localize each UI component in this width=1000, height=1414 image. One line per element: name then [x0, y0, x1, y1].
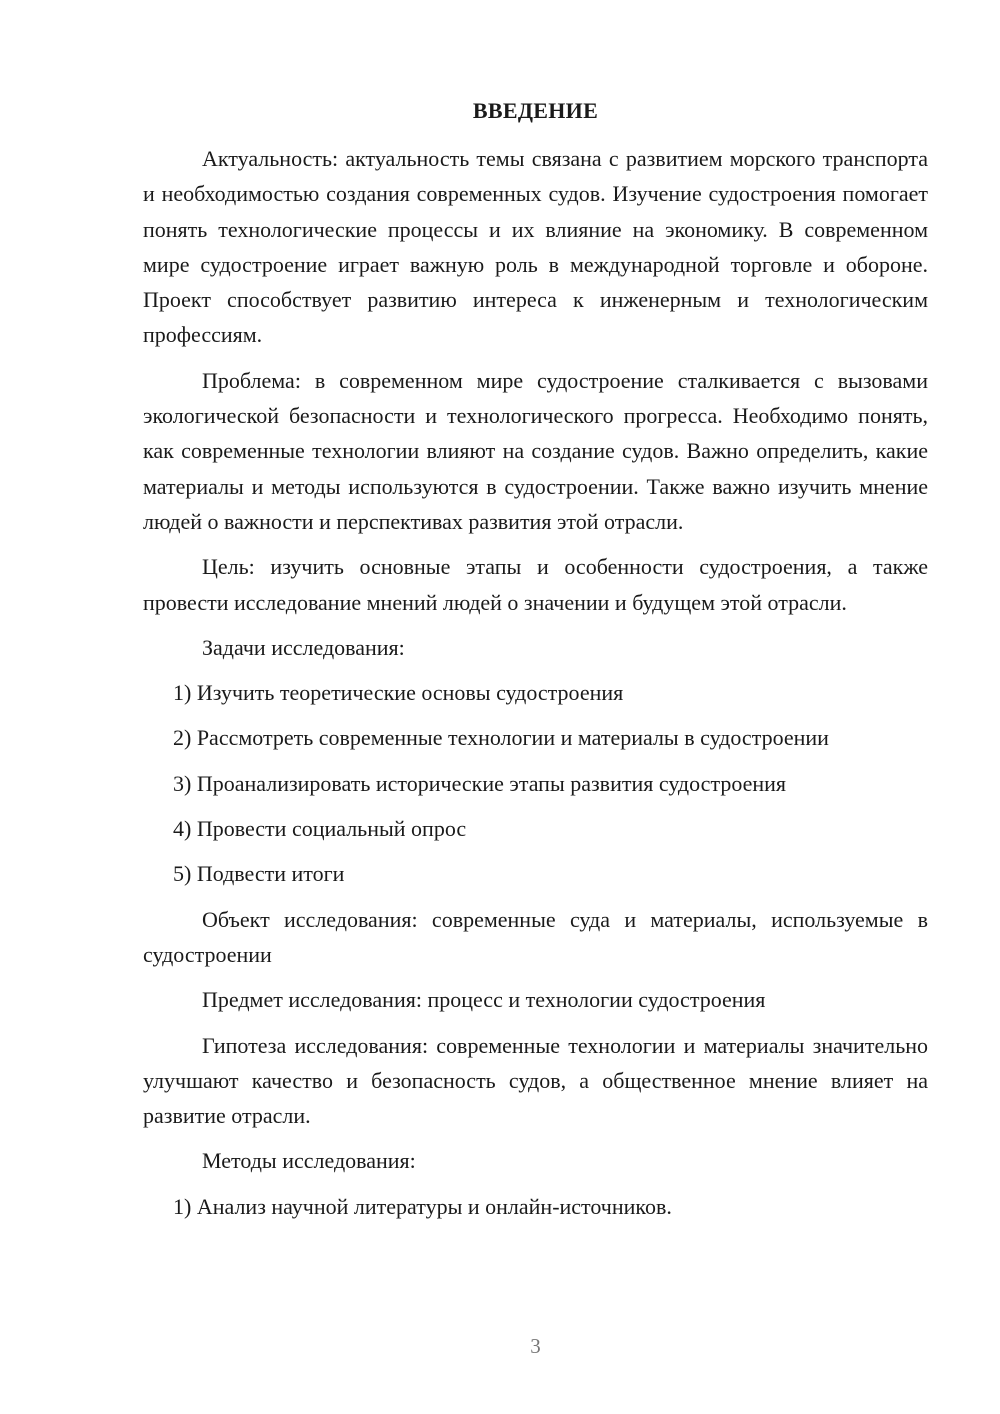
task-item: 5) Подвести итоги: [173, 861, 345, 887]
tasks-list: [143, 675, 928, 891]
methods-list: [143, 1189, 928, 1224]
page-title: ВВЕДЕНИЕ: [472, 98, 599, 123]
object-paragraph: Объект исследования: современные суда и материалы, используемые в судостроении: [143, 906, 928, 967]
methods-heading: Методы исследования:: [202, 1148, 416, 1174]
subject-paragraph: Предмет исследования: процесс и технологии судостроения: [202, 987, 766, 1013]
document-body: [143, 141, 928, 1234]
hypothesis-paragraph: Гипотеза исследования: современные технологии и материалы значительно улучшают качество и безопасность судов, а общественное мнение влияет на развитие отрасли.: [143, 1032, 928, 1129]
task-item: 1) Изучить теоретические основы судостроения: [173, 680, 624, 706]
tasks-heading: Задачи исследования:: [202, 634, 405, 660]
goal-paragraph: Цель: изучить основные этапы и особенности судостроения, а также провести исследование мнений людей о значении и будущем этой отрасли.: [143, 554, 928, 615]
task-item: 2) Рассмотреть современные технологии и материалы в судостроении: [173, 725, 829, 751]
problem-paragraph: Проблема: в современном мире судостроение сталкивается с вызовами экологической безопасности и технологического прогресса. Необходимо понять, как современные технологии влияют на создание судов. Важно определить, какие материалы и методы используются в судостроении. Также важно изучить мнение людей о важности и перспективах развития этой отрасли.: [143, 367, 928, 534]
task-item: 4) Провести социальный опрос: [173, 816, 467, 842]
task-item: 3) Проанализировать исторические этапы развития судостроения: [173, 770, 787, 796]
relevance-paragraph: Актуальность: актуальность темы связана с развитием морского транспорта и необходимостью создания современных судов. Изучение судостроения помогает понять технологические процессы и их влияние на экономику. В современном мире судостроение играет важную роль в международной торговле и обороне. Проект способствует развитию интереса к инженерным и технологическим профессиям.: [143, 146, 928, 348]
page-number: 3: [530, 1334, 541, 1358]
method-item: 1) Анализ научной литературы и онлайн-источников.: [173, 1193, 672, 1219]
